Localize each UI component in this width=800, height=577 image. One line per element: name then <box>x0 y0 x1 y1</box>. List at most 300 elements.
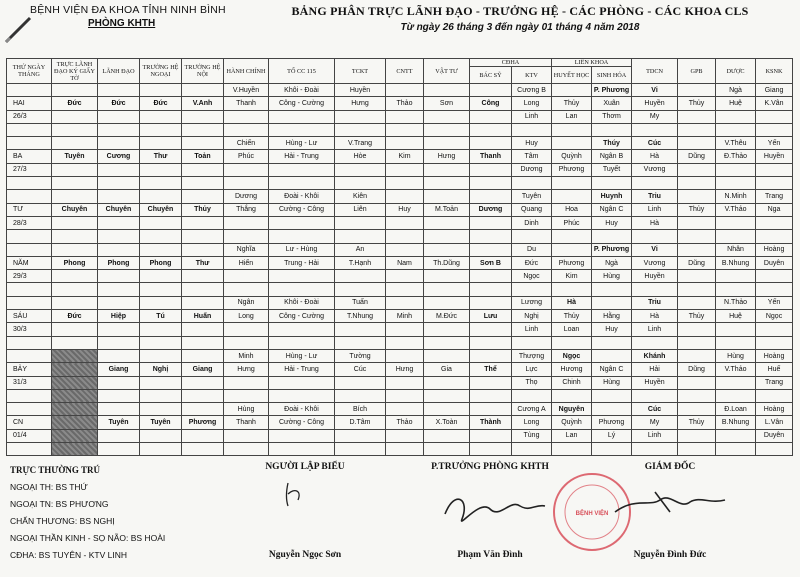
signer-role: GIÁM ĐỐC <box>644 462 696 472</box>
cell-th_ngoai <box>140 336 182 349</box>
table-cell: Công <box>470 97 512 110</box>
col-th-noi: TRƯỞNG HỆ NỘI <box>182 59 224 84</box>
table-cell: Thủy <box>678 310 716 323</box>
cell-th_ngoai: Đức <box>140 97 182 110</box>
table-cell: Quỳnh <box>552 150 592 163</box>
table-cell <box>716 163 756 176</box>
table-cell <box>386 230 424 243</box>
day-date: 27/3 <box>7 163 52 176</box>
table-cell: Nghị <box>512 310 552 323</box>
table-cell: Kiên <box>335 190 386 203</box>
table-cell: Lan <box>552 429 592 442</box>
table-cell: V.Thảo <box>716 363 756 376</box>
table-cell: B.Nhung <box>716 416 756 429</box>
table-cell: Long <box>224 310 269 323</box>
resident-duty-line: CHẤN THƯƠNG: BS NGHỊ <box>10 516 115 526</box>
table-cell: Công - Cường <box>269 310 335 323</box>
cell-leader <box>52 137 98 150</box>
table-row <box>7 190 793 203</box>
table-cell: Hùng <box>716 349 756 362</box>
signature-block-deputy <box>420 462 560 560</box>
table-cell: Thể <box>470 363 512 376</box>
cell-th_noi <box>182 163 224 176</box>
table-cell: Hà <box>632 216 678 229</box>
table-cell <box>269 323 335 336</box>
table-cell <box>7 190 52 203</box>
table-cell <box>386 270 424 283</box>
table-row <box>7 150 793 163</box>
table-cell: Hoàng <box>756 349 793 362</box>
table-cell: N.Thảo <box>716 296 756 309</box>
cell-th_noi <box>182 349 224 362</box>
table-cell <box>7 336 52 349</box>
table-cell <box>470 323 512 336</box>
table-cell <box>224 323 269 336</box>
table-cell <box>224 283 269 296</box>
duty-roster-table <box>6 58 793 456</box>
table-cell <box>552 137 592 150</box>
table-cell <box>470 376 512 389</box>
table-cell <box>386 216 424 229</box>
table-cell: Bích <box>335 403 386 416</box>
table-cell <box>224 389 269 402</box>
cell-th_noi <box>182 376 224 389</box>
table-cell <box>269 177 335 190</box>
table-cell: Thọ <box>512 376 552 389</box>
cell-th_noi <box>182 443 224 456</box>
cell-leader: Phong <box>52 256 98 269</box>
table-cell: Huyền <box>632 270 678 283</box>
table-cell <box>716 216 756 229</box>
table-cell <box>470 163 512 176</box>
table-cell: Yến <box>756 137 793 150</box>
table-cell: Đức <box>512 256 552 269</box>
table-cell <box>224 163 269 176</box>
table-cell <box>7 84 52 97</box>
table-cell: Gia <box>424 363 470 376</box>
table-cell <box>424 270 470 283</box>
table-cell: Th.Dũng <box>424 256 470 269</box>
day-date: 29/3 <box>7 270 52 283</box>
table-row <box>7 97 793 110</box>
table-cell <box>424 336 470 349</box>
table-cell: V.Thêu <box>716 137 756 150</box>
cell-leader <box>52 376 98 389</box>
table-cell: Linh <box>512 323 552 336</box>
table-cell: Huyền <box>632 97 678 110</box>
table-cell <box>756 110 793 123</box>
table-cell <box>552 123 592 136</box>
cell-lanhdao <box>98 110 140 123</box>
table-cell: Minh <box>224 349 269 362</box>
cell-th_noi <box>182 283 224 296</box>
table-cell: Thủy <box>552 97 592 110</box>
table-cell: Sơn B <box>470 256 512 269</box>
table-cell <box>678 110 716 123</box>
table-cell: Loan <box>552 323 592 336</box>
table-cell <box>424 216 470 229</box>
table-cell: Lương <box>512 296 552 309</box>
cell-th_ngoai: Tú <box>140 310 182 323</box>
table-cell <box>269 283 335 296</box>
table-cell: Cúc <box>632 403 678 416</box>
table-cell: Ngân C <box>592 203 632 216</box>
table-row <box>7 203 793 216</box>
table-cell <box>386 283 424 296</box>
table-cell <box>716 270 756 283</box>
table-cell <box>470 429 512 442</box>
table-row <box>7 336 793 349</box>
col-vattu: VẬT TƯ <box>424 59 470 84</box>
table-cell: Vương <box>632 256 678 269</box>
table-cell <box>424 296 470 309</box>
table-cell: Liên <box>335 203 386 216</box>
table-cell: X.Toàn <box>424 416 470 429</box>
table-cell <box>424 84 470 97</box>
table-cell: Chinh <box>552 376 592 389</box>
table-cell <box>424 283 470 296</box>
table-cell <box>678 349 716 362</box>
table-cell: Hùng <box>592 376 632 389</box>
cell-leader <box>52 283 98 296</box>
cell-leader <box>52 177 98 190</box>
table-cell <box>386 323 424 336</box>
table-cell: Dương <box>224 190 269 203</box>
cell-th_noi <box>182 323 224 336</box>
cell-lanhdao <box>98 216 140 229</box>
table-cell <box>335 110 386 123</box>
table-cell <box>386 429 424 442</box>
table-cell <box>470 190 512 203</box>
day-name: HAI <box>7 97 52 110</box>
table-cell <box>386 389 424 402</box>
table-cell <box>716 283 756 296</box>
table-cell: Cương A <box>512 403 552 416</box>
table-cell <box>7 283 52 296</box>
day-name: CN <box>7 416 52 429</box>
table-cell: Thảo <box>386 416 424 429</box>
table-cell: Xuân <box>592 97 632 110</box>
table-cell: Linh <box>632 203 678 216</box>
col-lienkhoa: LIÊN KHOA <box>552 59 632 67</box>
table-row <box>7 163 793 176</box>
col-duoc: DƯỢC <box>716 59 756 84</box>
table-cell: Thúy <box>592 137 632 150</box>
table-cell <box>470 177 512 190</box>
col-tocc: TỔ CC 115 <box>269 59 335 84</box>
table-cell: Linh <box>632 429 678 442</box>
table-cell <box>470 230 512 243</box>
table-cell <box>678 243 716 256</box>
cell-th_ngoai: Phong <box>140 256 182 269</box>
table-cell <box>470 84 512 97</box>
table-cell: D.Tâm <box>335 416 386 429</box>
table-cell: Long <box>512 416 552 429</box>
col-gpb: GPB <box>678 59 716 84</box>
table-cell <box>7 230 52 243</box>
day-name: BẢY <box>7 363 52 376</box>
table-cell <box>424 429 470 442</box>
cell-lanhdao: Hiệp <box>98 310 140 323</box>
table-cell <box>756 230 793 243</box>
table-cell: Hùng - Lư <box>269 349 335 362</box>
table-cell <box>632 123 678 136</box>
cell-lanhdao <box>98 283 140 296</box>
cell-th_ngoai <box>140 403 182 416</box>
table-cell <box>424 243 470 256</box>
table-cell <box>512 177 552 190</box>
table-cell <box>632 230 678 243</box>
table-cell <box>224 376 269 389</box>
table-cell: T.Nhung <box>335 310 386 323</box>
signature-mark <box>440 484 550 534</box>
table-cell <box>224 177 269 190</box>
signature-mark <box>280 480 310 510</box>
table-cell <box>716 336 756 349</box>
table-cell <box>552 84 592 97</box>
table-cell <box>269 336 335 349</box>
table-cell: M.Đức <box>424 310 470 323</box>
table-cell: M.Toản <box>424 203 470 216</box>
cell-lanhdao <box>98 84 140 97</box>
table-cell <box>470 137 512 150</box>
table-row <box>7 283 793 296</box>
cell-lanhdao <box>98 123 140 136</box>
table-cell <box>512 336 552 349</box>
table-cell <box>424 123 470 136</box>
table-cell <box>470 336 512 349</box>
signer-role: NGƯỜI LẬP BIỂU <box>265 462 345 472</box>
pen-icon <box>4 14 32 44</box>
table-cell: Duyên <box>756 429 793 442</box>
table-cell <box>678 429 716 442</box>
day-name: NĂM <box>7 256 52 269</box>
table-cell <box>552 336 592 349</box>
document-title: BẢNG PHÂN TRỰC LÃNH ĐẠO - TRƯỞNG HỆ - CÁC PHÒNG - CÁC KHOA CLS <box>291 4 749 18</box>
table-cell <box>269 429 335 442</box>
cell-lanhdao <box>98 296 140 309</box>
table-cell <box>756 283 793 296</box>
table-row <box>7 137 793 150</box>
cell-leader <box>52 84 98 97</box>
table-cell <box>470 123 512 136</box>
day-name: TƯ <box>7 203 52 216</box>
table-cell <box>7 123 52 136</box>
table-cell: Cúc <box>632 137 678 150</box>
table-cell: Dương <box>512 163 552 176</box>
col-ksnk: KSNK <box>756 59 793 84</box>
cell-leader <box>52 349 98 362</box>
cell-th_noi <box>182 230 224 243</box>
table-cell: Hà <box>632 310 678 323</box>
cell-lanhdao <box>98 137 140 150</box>
table-cell: Ngà <box>716 84 756 97</box>
table-cell: Dũng <box>678 256 716 269</box>
table-cell: Hùng <box>592 270 632 283</box>
table-cell: Hà <box>552 296 592 309</box>
cell-leader <box>52 323 98 336</box>
cell-th_ngoai <box>140 376 182 389</box>
table-cell <box>424 389 470 402</box>
cell-th_ngoai <box>140 270 182 283</box>
table-cell <box>386 443 424 456</box>
table-row <box>7 389 793 402</box>
table-cell <box>592 123 632 136</box>
cell-th_ngoai <box>140 230 182 243</box>
table-cell: Lưu <box>470 310 512 323</box>
table-cell <box>386 376 424 389</box>
table-cell: Cường - Công <box>269 416 335 429</box>
cell-lanhdao: Phong <box>98 256 140 269</box>
col-day: THỨ NGÀY THÁNG <box>7 59 52 84</box>
cell-leader <box>52 429 98 442</box>
table-cell <box>756 163 793 176</box>
cell-th_noi <box>182 190 224 203</box>
table-cell: Huy <box>386 203 424 216</box>
table-row <box>7 110 793 123</box>
table-cell: Thơm <box>592 110 632 123</box>
table-cell <box>756 216 793 229</box>
cell-th_ngoai: Chuyên <box>140 203 182 216</box>
table-cell <box>512 443 552 456</box>
table-cell: Thượng <box>512 349 552 362</box>
cell-lanhdao <box>98 243 140 256</box>
table-cell <box>386 137 424 150</box>
table-cell <box>678 389 716 402</box>
table-cell <box>335 443 386 456</box>
table-cell <box>386 123 424 136</box>
table-cell <box>716 123 756 136</box>
table-cell <box>470 389 512 402</box>
table-cell: Khôi - Đoài <box>269 84 335 97</box>
table-cell <box>552 243 592 256</box>
table-cell <box>224 216 269 229</box>
document-subtitle: Từ ngày 26 tháng 3 đến ngày 01 tháng 4 năm 2018 <box>400 22 640 33</box>
table-cell <box>386 296 424 309</box>
table-row <box>7 256 793 269</box>
table-cell: Huyền <box>335 84 386 97</box>
cell-lanhdao <box>98 429 140 442</box>
table-cell <box>512 230 552 243</box>
table-cell <box>592 443 632 456</box>
table-cell <box>269 163 335 176</box>
table-cell <box>592 389 632 402</box>
hospital-header <box>30 4 250 29</box>
cell-th_noi <box>182 243 224 256</box>
table-cell: Dinh <box>512 216 552 229</box>
table-cell <box>424 403 470 416</box>
table-cell <box>269 216 335 229</box>
table-cell <box>470 296 512 309</box>
table-cell: Trang <box>756 190 793 203</box>
table-cell: Tùng <box>512 429 552 442</box>
table-cell: Cường - Công <box>269 203 335 216</box>
table-cell <box>632 283 678 296</box>
table-cell: Huy <box>592 323 632 336</box>
table-cell: Hoàng <box>756 403 793 416</box>
table-cell: Quang <box>512 203 552 216</box>
table-cell: Đoài - Khôi <box>269 403 335 416</box>
cell-th_ngoai <box>140 137 182 150</box>
table-cell <box>386 110 424 123</box>
table-cell <box>424 323 470 336</box>
table-cell <box>386 190 424 203</box>
table-cell <box>756 177 793 190</box>
table-cell <box>632 177 678 190</box>
resident-duty-line: CĐHA: BS TUYÊN - KTV LINH <box>10 550 127 560</box>
table-cell: Đ.Loan <box>716 403 756 416</box>
table-cell <box>716 389 756 402</box>
table-cell <box>592 336 632 349</box>
table-cell: Phương <box>592 416 632 429</box>
table-cell: Huế <box>756 363 793 376</box>
table-cell <box>632 336 678 349</box>
table-cell: Huy <box>512 137 552 150</box>
cell-lanhdao: Giang <box>98 363 140 376</box>
table-cell <box>224 429 269 442</box>
table-cell <box>470 243 512 256</box>
table-cell <box>552 389 592 402</box>
table-cell: Đoài - Khôi <box>269 190 335 203</box>
table-cell <box>224 123 269 136</box>
cell-th_ngoai <box>140 389 182 402</box>
table-cell <box>678 230 716 243</box>
table-cell: Thành <box>470 416 512 429</box>
table-cell <box>335 163 386 176</box>
table-cell <box>716 443 756 456</box>
table-cell <box>470 283 512 296</box>
col-leader: TRỰC LÃNH ĐẠO KÝ GIẤY TỜ <box>52 59 98 84</box>
table-cell <box>552 177 592 190</box>
table-cell <box>386 243 424 256</box>
table-cell <box>512 389 552 402</box>
table-cell <box>269 123 335 136</box>
col-cdha: CĐHA <box>470 59 552 67</box>
table-cell <box>716 230 756 243</box>
table-cell: V.Thảo <box>716 203 756 216</box>
cell-th_noi <box>182 296 224 309</box>
col-tdcn: TDCN <box>632 59 678 84</box>
cell-th_noi <box>182 110 224 123</box>
table-cell <box>756 443 793 456</box>
table-cell: Lư - Hùng <box>269 243 335 256</box>
table-row <box>7 443 793 456</box>
table-cell: Dũng <box>678 363 716 376</box>
cell-leader: Đức <box>52 97 98 110</box>
table-cell: Giang <box>756 84 793 97</box>
table-cell: Kim <box>552 270 592 283</box>
table-cell <box>269 389 335 402</box>
cell-th_ngoai <box>140 243 182 256</box>
table-cell <box>632 389 678 402</box>
table-cell <box>756 123 793 136</box>
table-cell: Hà <box>632 150 678 163</box>
table-cell <box>335 283 386 296</box>
table-cell <box>7 296 52 309</box>
table-cell <box>269 443 335 456</box>
col-tckt: TCKT <box>335 59 386 84</box>
hospital-name: BỆNH VIỆN ĐA KHOA TỈNH NINH BÌNH <box>30 4 226 16</box>
table-cell <box>335 376 386 389</box>
table-cell: Ngà <box>592 256 632 269</box>
table-cell: Phúc <box>224 150 269 163</box>
table-cell <box>386 163 424 176</box>
col-sinhhoa: SINH HÓA <box>592 67 632 84</box>
col-lanhdao: LÃNH ĐẠO <box>98 59 140 84</box>
table-cell <box>7 177 52 190</box>
table-cell: Vi <box>632 243 678 256</box>
cell-leader <box>52 123 98 136</box>
